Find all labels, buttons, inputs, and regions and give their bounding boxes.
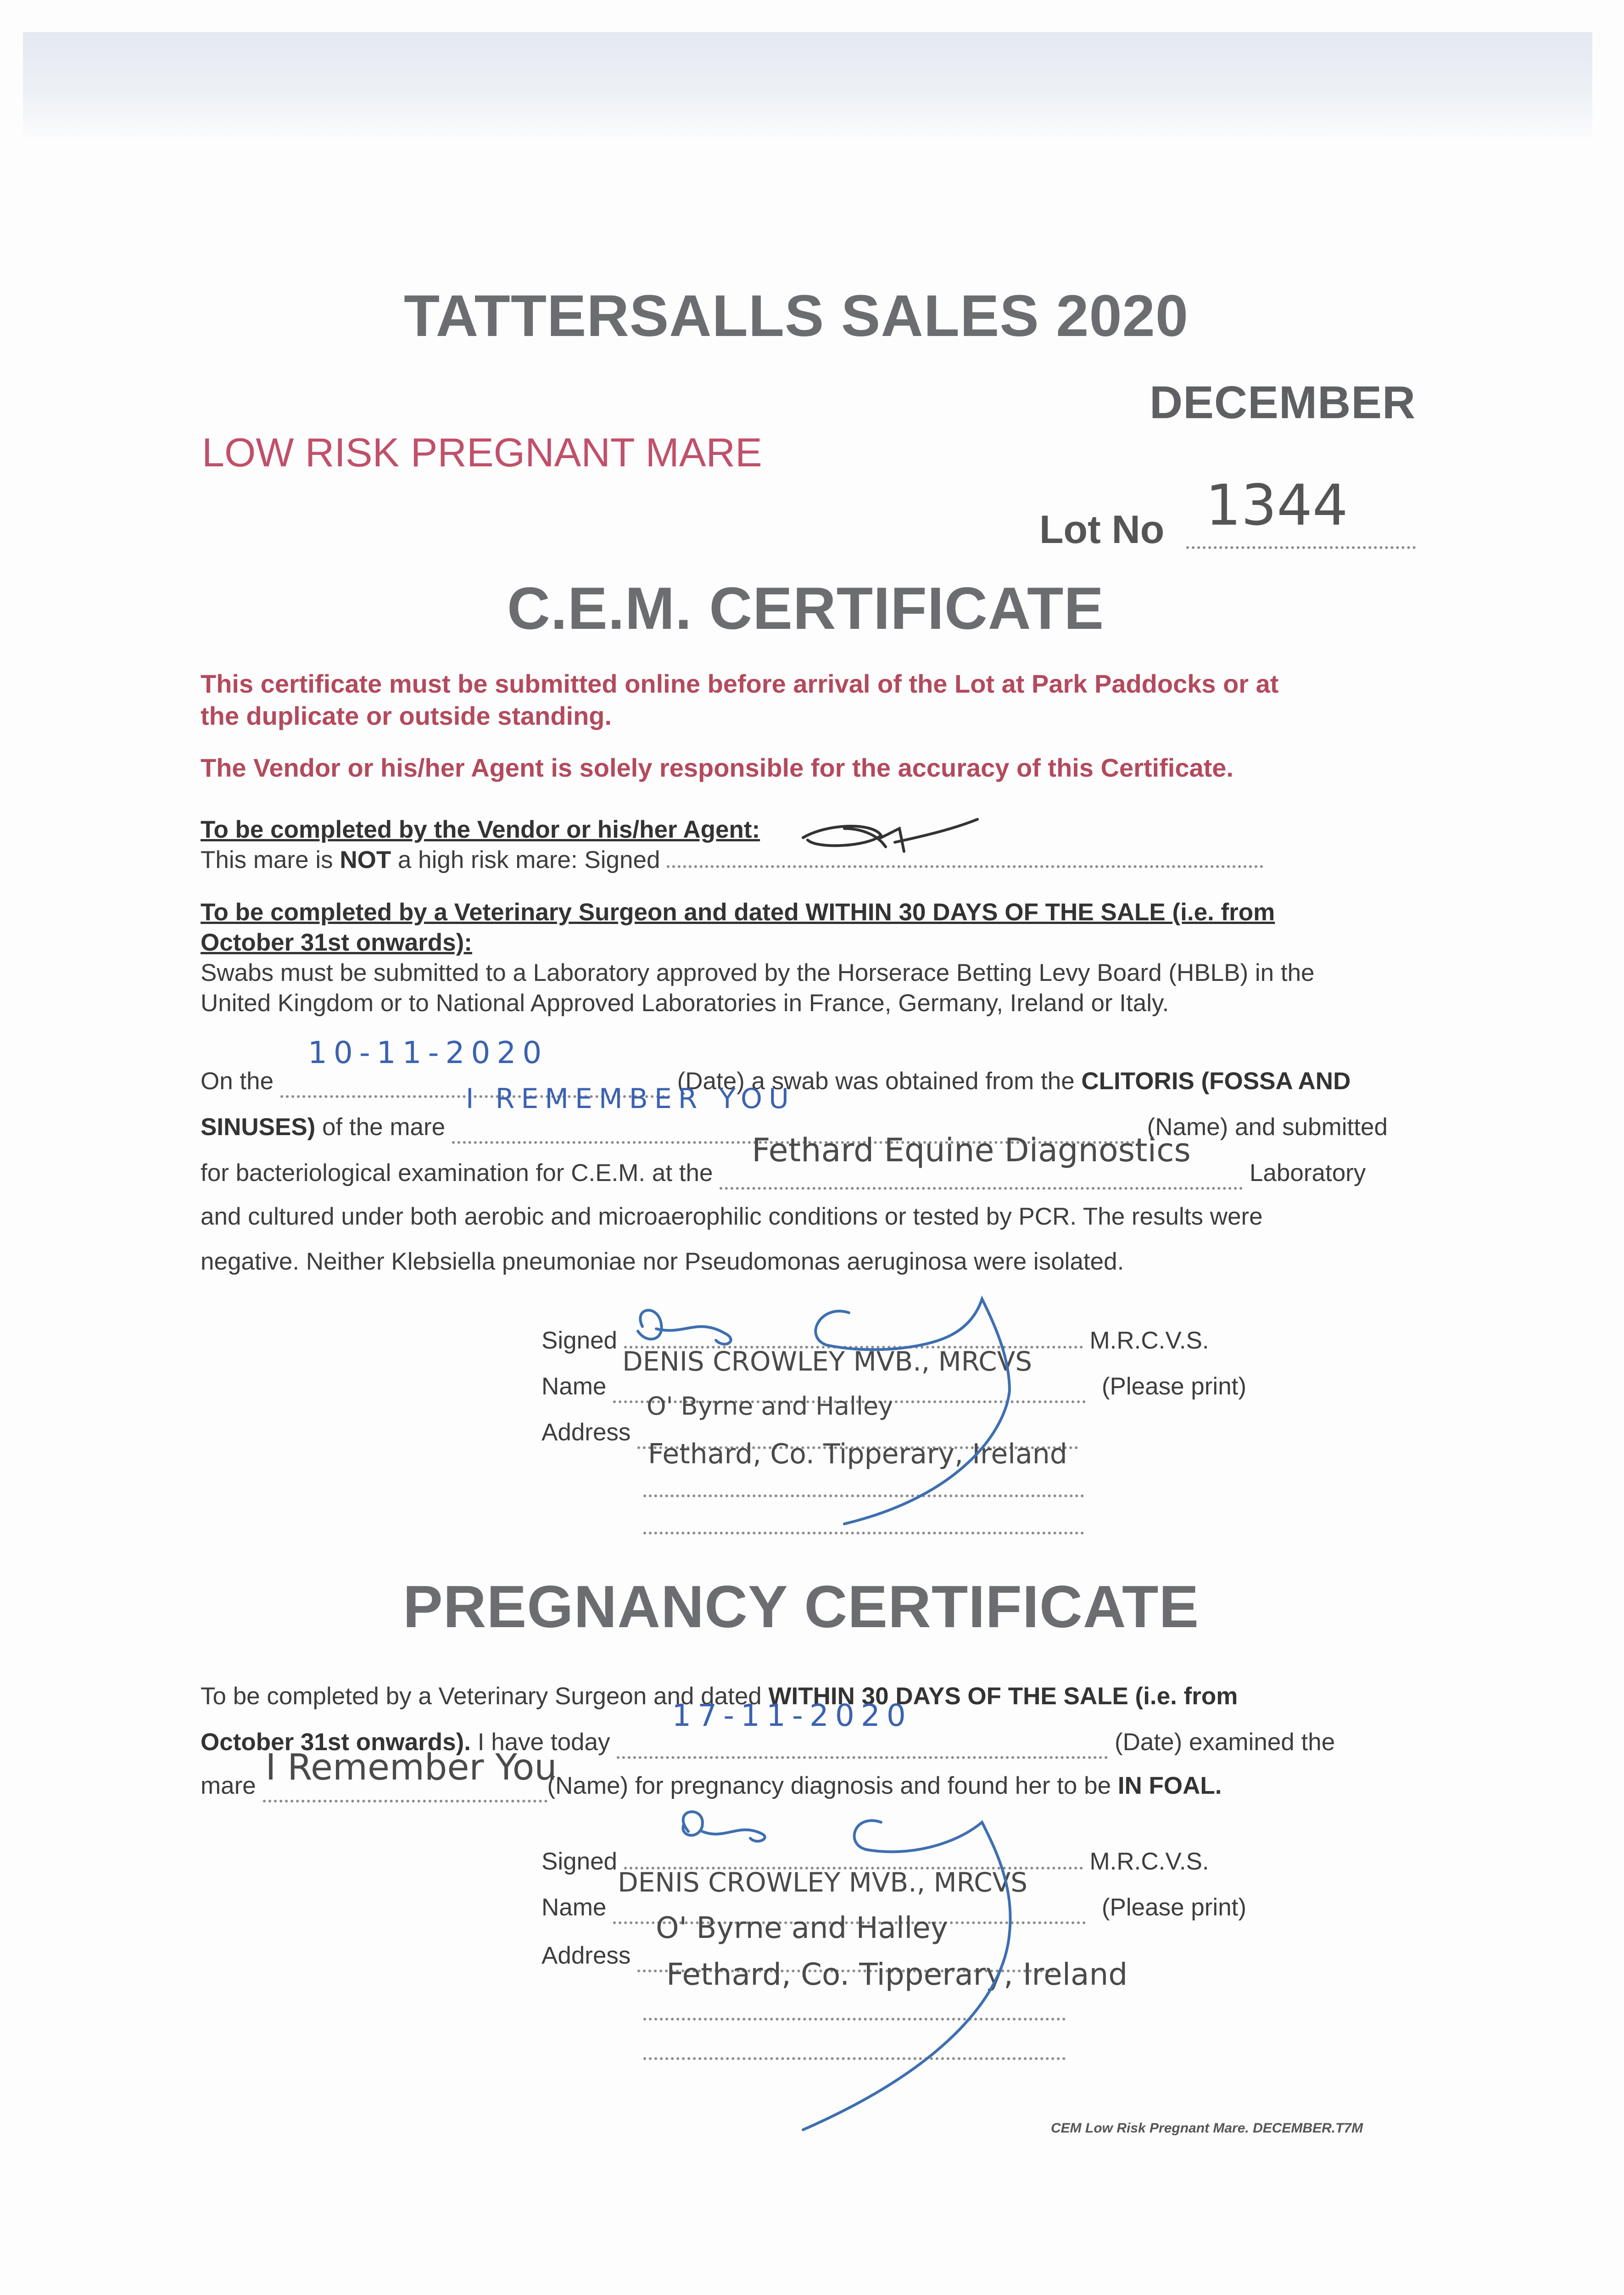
exam-date-dots <box>617 1698 1108 1759</box>
notice-line-1: This certificate must be submitted online before arrival of the Lot at Park Paddocks or at <box>201 669 1279 698</box>
scan-shadow <box>23 32 1592 138</box>
mare-name-handwritten: I REMEMBER YOU <box>465 1083 796 1115</box>
preg-please-print: (Please print) <box>1101 1894 1247 1921</box>
swab-date: 10-11-2020 <box>307 1035 548 1070</box>
vendor-statement <box>201 845 1263 875</box>
in-foal-text: IN FOAL. <box>1117 1772 1222 1799</box>
cem-title: C.E.M. CERTIFICATE <box>507 575 1105 642</box>
preg-vet-name: DENIS CROWLEY MVB., MRCVS <box>618 1867 1028 1898</box>
cem-name-label: Name <box>541 1373 607 1400</box>
vet-section <box>201 897 1315 1019</box>
vendor-signature <box>789 810 987 879</box>
preg-address-2: Fethard, Co. Tipperary, Ireland <box>666 1957 1128 1992</box>
preg-vet-signature <box>652 1781 1101 2148</box>
lot-label: Lot No <box>1039 508 1165 552</box>
preg-signed-label: Signed <box>541 1848 618 1875</box>
notice-line-2: the duplicate or outside standing. <box>201 701 612 730</box>
cem-address-2: Fethard, Co. Tipperary, Ireland <box>648 1438 1067 1470</box>
vendor-heading: To be completed by the Vendor or his/her Agent: <box>201 816 760 843</box>
preg-mare-name: I Remember You <box>265 1747 557 1788</box>
sales-title: TATTERSALLS SALES 2020 <box>404 283 1189 349</box>
sale-month: DECEMBER <box>1150 377 1416 428</box>
negative-line: negative. Neither Klebsiella pneumoniae nor Pseudomonas aeruginosa were isolated. <box>201 1248 1124 1275</box>
cem-please-print: (Please print) <box>1101 1373 1247 1400</box>
vet-heading-2: October 31st onwards): <box>201 929 472 956</box>
lot-number: 1344 <box>1205 473 1348 538</box>
laboratory-name: Fethard Equine Diagnostics <box>752 1131 1191 1169</box>
bacteriological-text: for bacteriological examination for C.E.M. at the <box>201 1159 713 1187</box>
cem-mrcvs-label: M.R.C.V.S. <box>1089 1327 1209 1354</box>
cultured-line: and cultured under both aerobic and microaerophilic conditions or tested by PCR. The results were <box>201 1203 1263 1230</box>
lot-dotted-line <box>1186 546 1416 549</box>
preg-text-1b: WITHIN 30 DAYS OF THE SALE (i.e. from <box>768 1683 1238 1710</box>
cem-vet-name: DENIS CROWLEY MVB., MRCVS <box>622 1346 1032 1377</box>
preg-text-2b: I have today <box>471 1729 610 1756</box>
preg-text-1a: To be completed by a Veterinary Surgeon and dated <box>201 1683 769 1710</box>
of-mare-text: of the mare <box>315 1114 446 1141</box>
laboratory-line <box>201 1131 1366 1190</box>
lot-number-field <box>1039 473 1425 565</box>
vendor-text-not: NOT <box>340 846 391 873</box>
vendor-section <box>201 815 1263 875</box>
preg-mare-label: mare <box>201 1772 256 1799</box>
preg-name-label: Name <box>541 1894 607 1921</box>
preg-address-label: Address <box>541 1942 631 1969</box>
preg-mare-dots <box>263 1747 557 1802</box>
date-swab-text: (Date) a swab was obtained from the <box>677 1068 1082 1095</box>
preg-mrcvs-label: M.R.C.V.S. <box>1089 1848 1209 1875</box>
vendor-text-b: a high risk mare: Signed <box>391 846 660 873</box>
category-label: LOW RISK PREGNANT MARE <box>202 430 762 475</box>
preg-address-1: O' Byrne and Halley <box>656 1911 948 1945</box>
swabs-line-2: United Kingdom or to National Approved Laboratories in France, Germany, Ireland or Italy. <box>201 990 1169 1017</box>
preg-text-2c: (Date) examined the <box>1114 1729 1335 1756</box>
on-the-label: On the <box>201 1068 274 1095</box>
form-code: CEM Low Risk Pregnant Mare. DECEMBER.T7M <box>1051 2121 1363 2136</box>
pregnancy-title: PREGNANCY CERTIFICATE <box>403 1573 1200 1640</box>
clitoris-text: CLITORIS (FOSSA AND <box>1081 1068 1351 1095</box>
vendor-text-a: This mare is <box>201 846 340 873</box>
laboratory-text: Laboratory <box>1249 1159 1366 1187</box>
cem-address-1: O' Byrne and Halley <box>647 1392 893 1421</box>
laboratory-dots <box>720 1131 1243 1190</box>
exam-date: 17-11-2020 <box>672 1698 912 1733</box>
sinuses-text: SINUSES) <box>201 1114 316 1141</box>
notice-responsibility: The Vendor or his/her Agent is solely responsible for the accuracy of this Certificate. <box>201 753 1233 782</box>
cem-signed-label: Signed <box>541 1327 618 1354</box>
preg-text-2a: October 31st onwards). <box>201 1729 471 1756</box>
cem-vet-signature <box>629 1285 1088 1542</box>
swabs-line-1: Swabs must be submitted to a Laboratory approved by the Horserace Betting Levy Board (HBLB) in the <box>201 959 1315 986</box>
cem-address-label: Address <box>541 1419 631 1446</box>
preg-text-3b: (Name) for pregnancy diagnosis and found her to be <box>547 1772 1118 1799</box>
name-submitted-text: (Name) and submitted <box>1147 1114 1388 1141</box>
vet-heading-1: To be completed by a Veterinary Surgeon and dated WITHIN 30 DAYS OF THE SALE (i.e. from <box>201 899 1275 926</box>
notice-submit-online <box>201 668 1278 732</box>
